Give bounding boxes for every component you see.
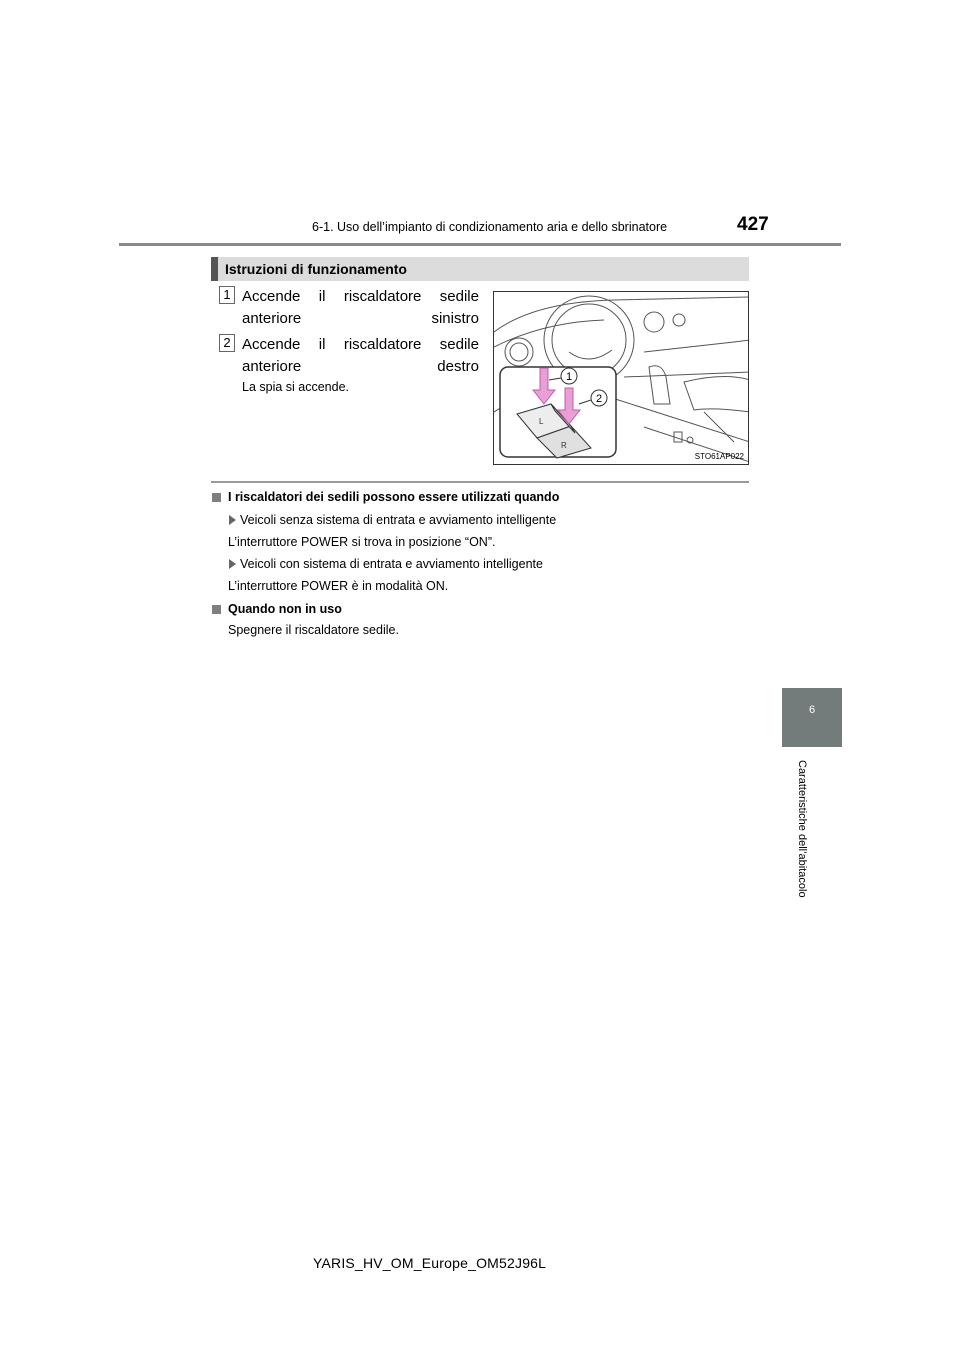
step-text-1: Accende il riscaldatore sedile anteriore sinistro	[242, 288, 479, 327]
indicator-note: La spia si accende.	[242, 380, 350, 394]
bullet-square-icon	[212, 605, 221, 614]
info-heading-2: Quando non in uso	[228, 602, 342, 616]
header-rule	[119, 243, 841, 246]
info-heading-1: I riscaldatori dei sedili possono essere utilizzati quando	[228, 490, 560, 504]
case-2-text: L’interruttore POWER è in modalità ON.	[228, 579, 449, 593]
figure-code: STO61AP022	[694, 452, 744, 461]
step-text-2: Accende il riscaldatore sedile anteriore destro	[242, 336, 479, 375]
callout-1: 1	[566, 371, 573, 383]
section-divider	[211, 481, 749, 483]
section-title: Istruzioni di funzionamento	[225, 261, 407, 277]
section-heading-bar	[211, 257, 749, 281]
seat-heater-illustration	[493, 291, 749, 465]
case-1-text: L’interruttore POWER si trova in posizione “ON”.	[228, 535, 496, 549]
switch-label-right: R	[561, 441, 567, 450]
triangle-bullet-icon	[229, 515, 236, 525]
callout-2: 2	[596, 393, 603, 405]
case-1-label: Veicoli senza sistema di entrata e avviamento intelligente	[240, 513, 557, 527]
case-2-label: Veicoli con sistema di entrata e avviamento intelligente	[240, 557, 543, 571]
info-text-2: Spegnere il riscaldatore sedile.	[228, 623, 399, 637]
header-section-title: 6-1. Uso dell’impianto di condizionamento aria e dello sbrinatore	[312, 220, 668, 234]
step-number-1: 1	[219, 286, 235, 304]
section-heading-accent	[211, 257, 218, 281]
page-number: 427	[737, 214, 769, 235]
switch-inset	[499, 366, 619, 460]
chapter-number: 6	[808, 704, 816, 716]
footer-code: YARIS_HV_OM_Europe_OM52J96L	[313, 1255, 547, 1271]
bullet-square-icon	[212, 493, 221, 502]
switch-label-left: L	[539, 417, 544, 426]
chapter-title: Caratteristiche dell’abitacolo	[796, 760, 808, 898]
chapter-tab	[782, 688, 842, 747]
triangle-bullet-icon	[229, 559, 236, 569]
step-number-2: 2	[219, 334, 235, 352]
